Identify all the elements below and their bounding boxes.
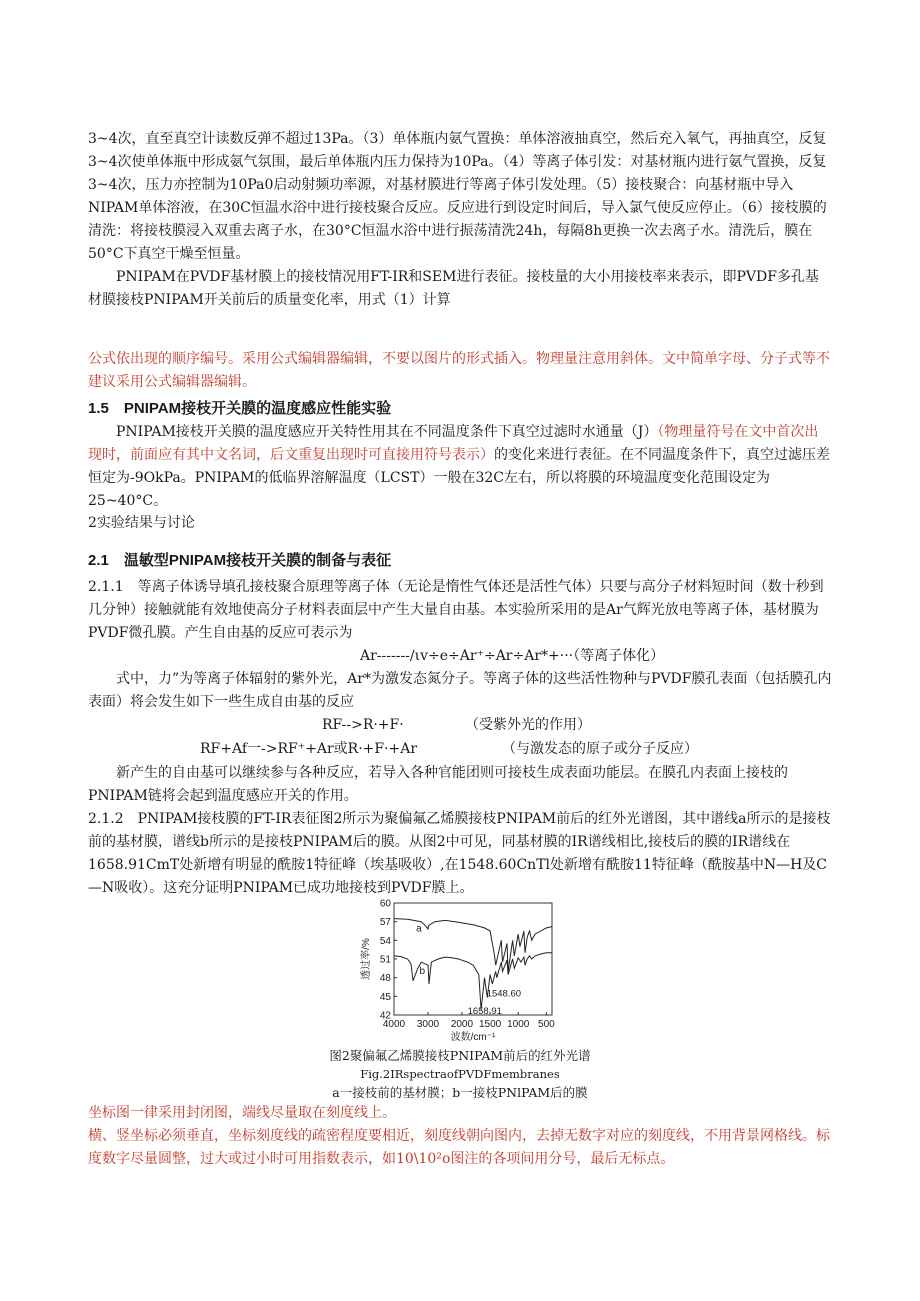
x-tick-label: 1000 [507,1019,530,1030]
y-tick-label: 54 [379,935,391,947]
paragraph-temperature-response-b: 的变化来进行表征。在不同温度条件下，真空过滤压差恒定为-9OkPa。PNIPAM的低临界溶解温度（LCST）一般在32C左右，所以将膜的环境温度变化范围设定为25~40°C。 [88,447,830,509]
paragraph-grafting-characterization: PNIPAM在PVDF基材膜上的接枝情况用FT-IR和SEM进行表征。接枝量的大小用接枝率来表示，即PVDF多孔基材膜接枝PNIPAM开关前后的质量变化率，用式（1）计算 [88,269,819,308]
chart-frame [394,903,552,1015]
series-line-b [394,953,552,1010]
y-tick-label: 60 [379,898,391,910]
editor-note-symbol: （物理量符号在文中首次出现时，前面应有其中文名词，后文重复出现时可直接用符号表示） [88,424,819,463]
paragraph-new-radicals: 新产生的自由基可以继续参与各种反应，若导入各种官能团则可接枝生成表面功能层。在膜孔内表面上接枝的PNIPAM链将会起到温度感应开关的作用。 [88,765,788,804]
equation-excited: RF+Af一->RF⁺+Ar或R·+F·+Ar [200,741,418,757]
section-heading-2: 2实验结果与讨论 [88,515,195,531]
y-tick-label: 57 [379,917,391,929]
equation-uv: RF-->R·+F· [322,717,404,733]
series-label-b: b [419,965,426,977]
editor-note-formula: 公式依出现的顺序编号。采用公式编辑器编辑，不要以图片的形式插入。物理量注意用斜体。文中简单字母、分子式等不建议采用公式编辑器编辑。 [88,351,830,390]
paragraph-temperature-response-a: PNIPAM接枝开关膜的温度感应开关特性用其在不同温度条件下真空过滤时水通量（J） [116,424,658,440]
y-tick-label: 51 [379,954,391,966]
y-axis-label: 透过率/% [361,938,372,980]
equation-uv-note: （受紫外光的作用） [465,717,591,733]
x-tick-label: 2000 [450,1019,474,1030]
y-tick-label: 45 [379,991,391,1003]
editor-note-axis-ticks: 横、竖坐标必须垂直，坐标刻度线的疏密程度要相近，刻度线朝向图内，去掉无数字对应的刻度线，不用背景网格线。标度数字尽量圆整，过大或过小时可用指数表示，如10\10²o图注的各项间用分号，最后无标点。 [88,1128,830,1167]
figure-caption-legend: a一接枝前的基材膜；b一接枝PNlPAM后的膜 [332,1085,588,1100]
equation-plasma: Ar-------∕ιv÷e÷Ar⁺÷Ar÷Ar*+···（等离子体化） [360,648,665,664]
x-tick-label: 4000 [382,1019,406,1030]
peak-annotation-1548: 1548.60 [486,988,522,1000]
y-tick-label: 48 [379,973,391,985]
section-heading-1-5: 1.5 PNIPAM接枝开关膜的温度感应性能实验 [88,400,392,417]
figure-caption-en: Fig.2IRspectraofPVDFmembranes [360,1067,560,1081]
x-axis-label: 波数/cm⁻¹ [450,1032,496,1043]
paragraph-free-radical: 式中，力”为等离子体辐射的紫外光，Ar*为激发态氮分子。等离子体的这些活性物种与PVDF膜孔表面（包括膜孔内表面）将会发生如下一些生成自由基的反应 [88,671,832,710]
paragraph-temperature-response [88,421,832,513]
x-tick-label: 3000 [416,1019,440,1030]
series-label-a: a [416,923,422,935]
editor-note-closed-axes: 坐标图一律采用封闭图，端线尽量取在刻度线上。 [88,1105,396,1121]
equation-excited-note: （与激发态的原子或分子反应） [502,741,698,757]
y-tick-label: 42 [379,1010,391,1022]
paragraph-2-1-1: 2.1.1 等离子体诱导填孔接枝聚合原理等离子体（无论是惰性气体还是活性气体）只要与高分子材料短时间（数十秒到几分钟）接触就能有效地使高分子材料表面层中产生大量自由基。本实验所采用的是Ar气辉光放电等离子体，基材膜为PVDF微孔膜。产生自由基的反应可表示为 [88,579,824,641]
section-heading-2-1: 2.1 温敏型PNIPAM接枝开关膜的制备与表征 [88,552,392,569]
figure-caption-cn: 图2聚偏氟乙烯膜接枝PNIPAM前后的红外光谱 [329,1048,591,1063]
x-tick-label: 1500 [478,1019,502,1030]
x-tick-label: 500 [538,1019,555,1030]
paragraph-2-1-2: 2.1.2 PNIPAM接枝膜的FT-IR表征图2所示为聚偏氟乙烯膜接枝PNIPAM前后的红外光谱图，其中谱线a所示的是接枝前的基材膜，谱线b所示的是接枝PNIPAM后的膜。从图2中可见，同基材膜的IR谱线相比,接枝后的膜的IR谱线在1658.91CmT处新增有明显的酰胺1特征峰（埃基吸收）,在1548.60CnTl处新增有酰胺11特征峰（酰胺基中N—H及C—N吸收）。这充分证明PNIPAM已成功地接枝到PVDF膜上。 [88,811,831,896]
peak-annotation-1658: 1658.91 [467,1005,502,1017]
ir-spectrum-chart [360,895,560,1043]
paragraph-procedure-steps: 3~4次，直至真空计读数反弹不超过13Pa。（3）单体瓶内氨气置换：单体溶液抽真空，然后充入氧气，再抽真空，反复3~4次使单体瓶中形成氨气氛围，最后单体瓶内压力保持为10Pa。（4）等离子体引发：对基材瓶内进行氨气置换，反复3~4次，压力亦控制为10Pa0启动射频功率源，对基材膜进行等离子体引发处理。（5）接枝聚合：向基材瓶中导入NIPAM单体溶液，在30C恒温水浴中进行接枝聚合反应。反应进行到设定时间后，导入氯气使反应停止。（6）接枝膜的清洗：将接枝膜浸入双重去离子水，在30°C恒温水浴中进行振荡清洗24h，每隔8h更换一次去离子水。清洗后，膜在50°C下真空干燥至恒量。 [88,131,827,262]
